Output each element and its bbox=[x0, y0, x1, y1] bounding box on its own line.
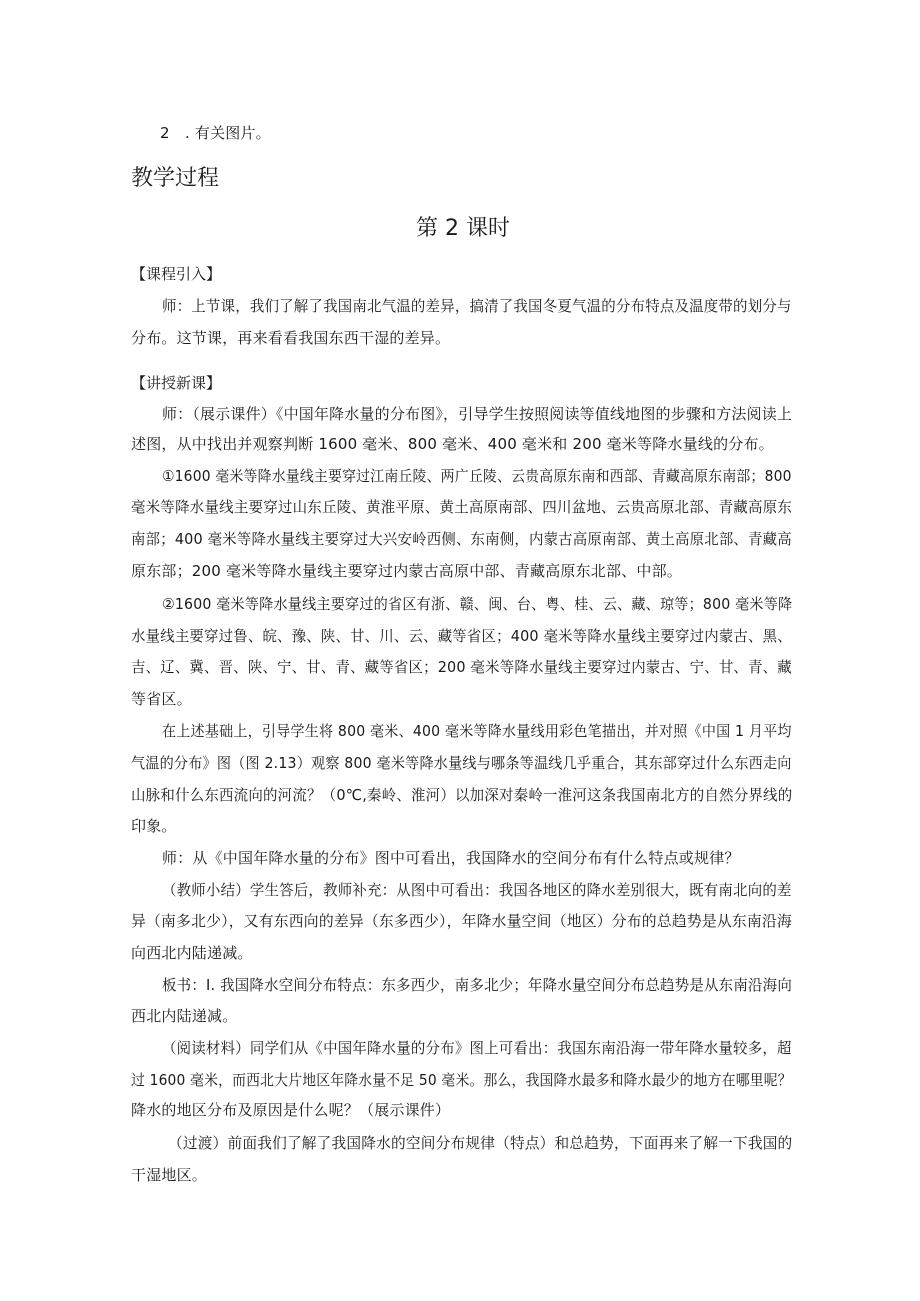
paragraph-line: 南部；400 毫米等降水量线主要穿过大兴安岭西侧、东南侧，内蒙古高原南部、黄土高原北部、青藏高 bbox=[131, 530, 792, 548]
paragraph-line: 水量线主要穿过鲁、皖、豫、陕、甘、川、云、藏等省区；400 毫米等降水量线主要穿过内蒙古、黑、 bbox=[131, 627, 792, 645]
paragraph-line: （阅读材料）同学们从《中国年降水量的分布》图上可看出：我国东南沿海一带年降水量较多，超 bbox=[162, 1039, 792, 1057]
section-heading: 教学过程 bbox=[131, 166, 220, 191]
paragraph-line: 板书：I. 我国降水空间分布特点：东多西少，南多北少；年降水量空间分布总趋势是从东南沿海向 bbox=[162, 976, 792, 994]
paragraph-line: 印象。 bbox=[131, 817, 177, 835]
paragraph-line: 降水的地区分布及原因是什么呢？（展示课件） bbox=[131, 1101, 451, 1119]
new-lesson-label: 【讲授新课】 bbox=[131, 374, 222, 392]
paragraph-line: 在上述基础上，引导学生将 800 毫米、400 毫米等降水量线用彩色笔描出，并对照《中国 1 月平均 bbox=[162, 722, 792, 740]
paragraph-line: （教师小结）学生答后，教师补充：从图中可看出：我国各地区的降水差别很大，既有南北向的差 bbox=[162, 881, 792, 899]
paragraph-line: 原东部；200 毫米等降水量线主要穿过内蒙古高原中部、青藏高原东北部、中部。 bbox=[131, 562, 683, 580]
paragraph-line: （过渡）前面我们了解了我国降水的空间分布规律（特点）和总趋势，下面再来了解一下我国的 bbox=[168, 1134, 793, 1152]
paragraph-line: 向西北内陆递减。 bbox=[131, 944, 253, 962]
paragraph-line: 毫米等降水量线主要穿过山东丘陵、黄淮平原、黄土高原南部、四川盆地、云贵高原北部、青藏高原东 bbox=[131, 498, 793, 516]
intro-label: 【课程引入】 bbox=[131, 265, 222, 283]
paragraph-line: 师：从《中国年降水量的分布》图中可看出，我国降水的空间分布有什么特点或规律？ bbox=[162, 849, 740, 867]
paragraph-line: ①1600 毫米等降水量线主要穿过江南丘陵、两广丘陵、云贵高原东南和西部、青藏高原东南部；800 bbox=[162, 467, 792, 485]
paragraph-line: 过 1600 毫米，而西北大片地区年降水量不足 50 毫米。那么，我国降水最多和降水最少的地方在哪里呢？ bbox=[131, 1071, 792, 1089]
paragraph-line: 西北内陆递减。 bbox=[131, 1007, 238, 1025]
paragraph-line: 师：上节课，我们了解了我国南北气温的差异，搞清了我国冬夏气温的分布特点及温度带的划分与 bbox=[162, 297, 792, 315]
materials-item: 2 . 有关图片。 bbox=[160, 124, 271, 142]
paragraph-line: 干湿地区。 bbox=[131, 1166, 208, 1184]
paragraph-line: 异（南多北少），又有东西向的差异（东多西少），年降水量空间（地区）分布的总趋势是从东南沿海 bbox=[131, 912, 792, 930]
paragraph-line: ②1600 毫米等降水量线主要穿过的省区有浙、赣、闽、台、粤、桂、云、藏、琼等；800 毫米等降 bbox=[162, 595, 793, 613]
paragraph-line: 述图，从中找出并观察判断 1600 毫米、800 毫米、400 毫米和 200 毫米等降水量线的分布。 bbox=[131, 435, 774, 453]
paragraph-line: 山脉和什么东西流向的河流？（0℃,秦岭、淮河）以加深对秦岭一淮河这条我国南北方的自然分界线的 bbox=[131, 786, 793, 804]
paragraph-line: 气温的分布》图（图 2.13）观察 800 毫米等降水量线与哪条等温线几乎重合，其东部穿过什么东西走向 bbox=[131, 754, 792, 772]
lesson-title: 第 2 课时 bbox=[416, 216, 510, 241]
paragraph-line: 等省区。 bbox=[131, 690, 192, 708]
paragraph-line: 师：（展示课件）《中国年降水量的分布图》，引导学生按照阅读等值线地图的步骤和方法阅读上 bbox=[162, 405, 793, 423]
paragraph-line: 吉、辽、冀、晋、陕、宁、甘、青、藏等省区；200 毫米等降水量线主要穿过内蒙古、宁、甘、青、藏 bbox=[131, 658, 792, 676]
paragraph-line: 分布。这节课，再来看看我国东西干湿的差异。 bbox=[131, 329, 451, 347]
